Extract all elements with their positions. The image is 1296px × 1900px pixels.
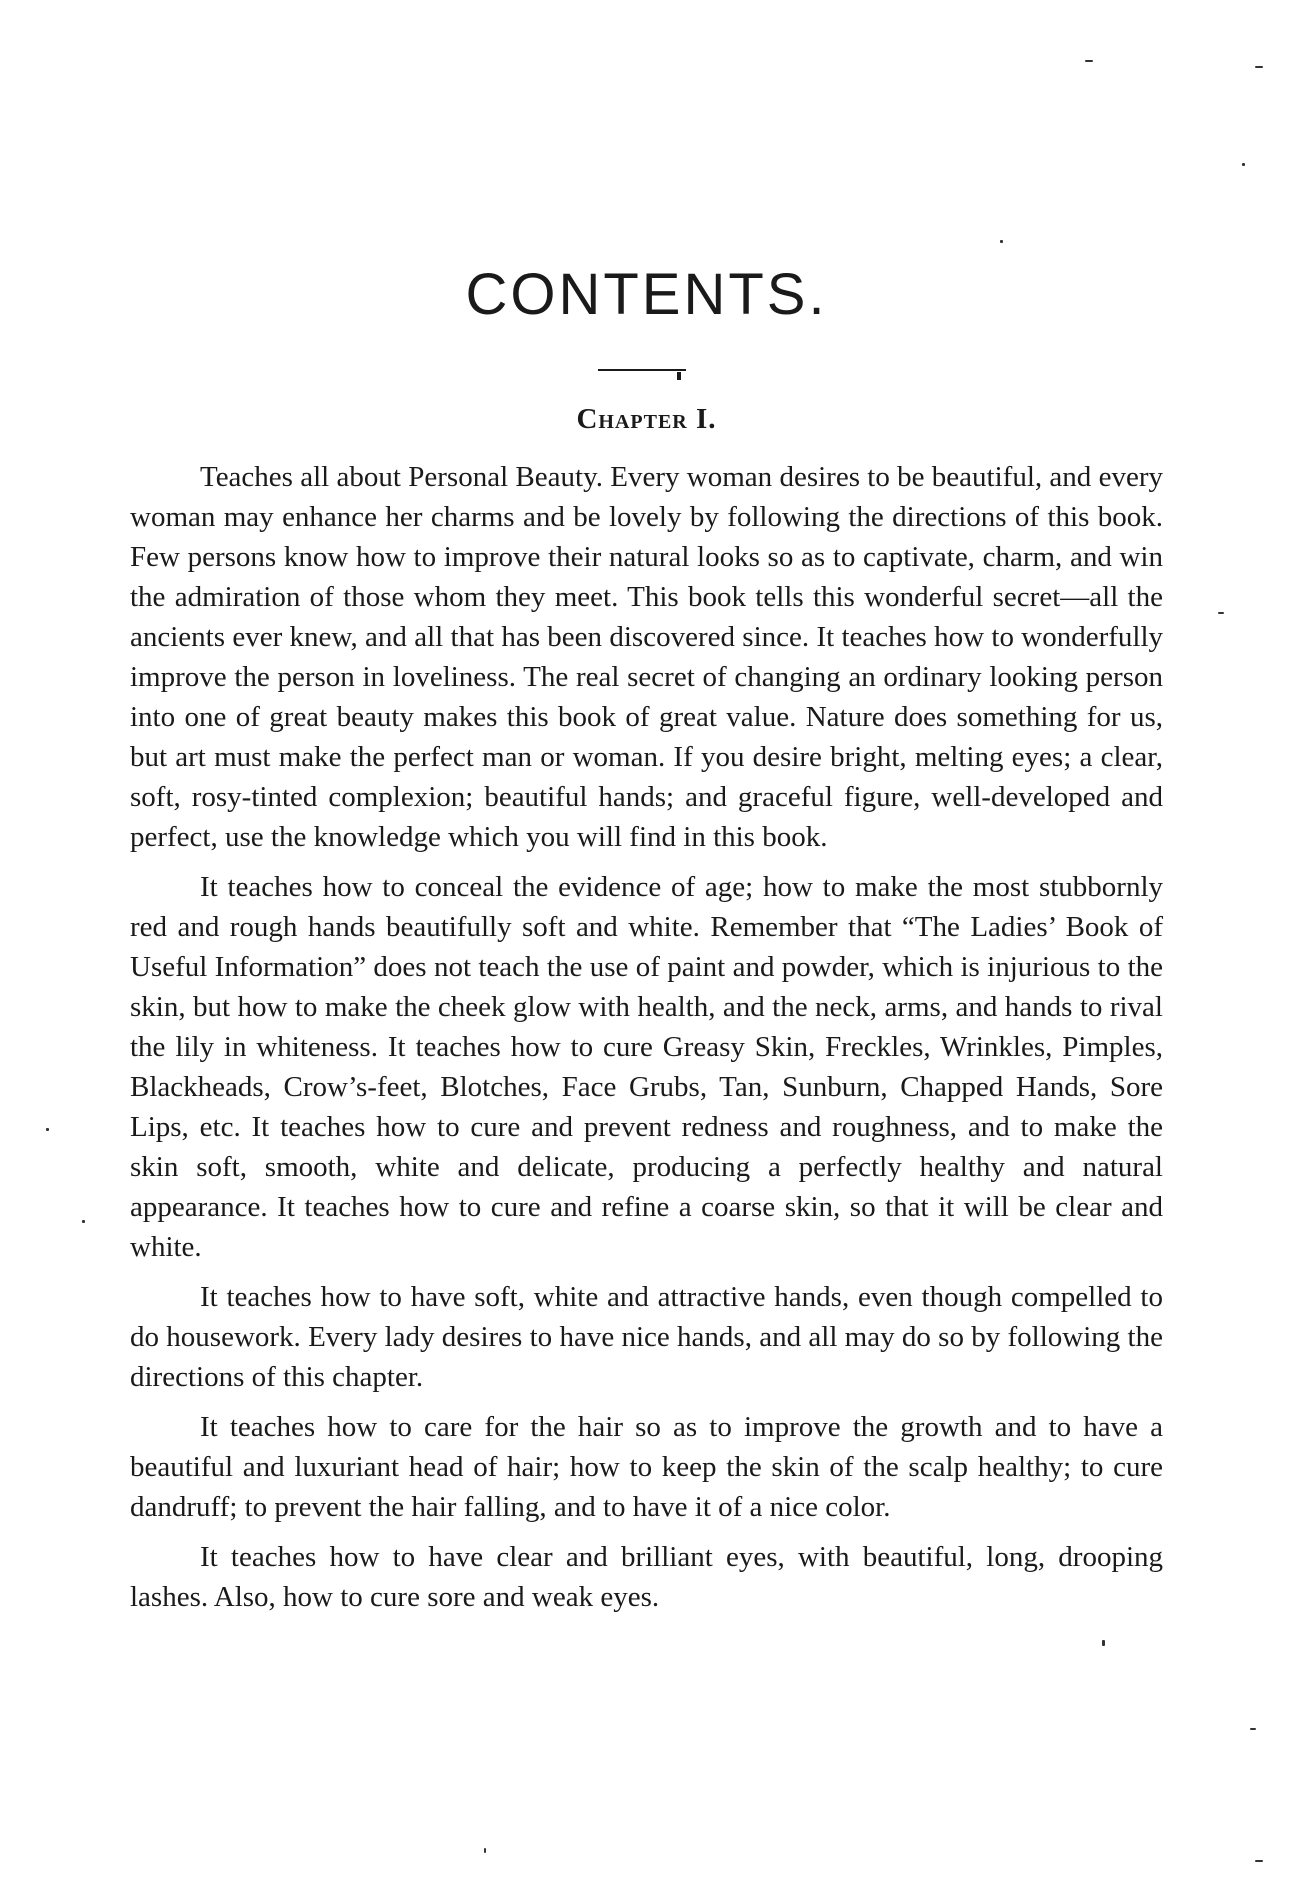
scan-speck: [1255, 1860, 1263, 1862]
scan-speck: [484, 1848, 486, 1853]
scan-speck: [1242, 163, 1245, 166]
page-title: CONTENTS.: [465, 262, 828, 327]
scan-speck: [1255, 66, 1263, 68]
paragraph-eyes: It teaches how to have clear and brilliant eyes, with beautiful, long, drooping lashes. Also, how to cure sore and weak eyes.: [130, 1541, 1163, 1613]
chapter-summary: [130, 457, 1163, 1617]
paragraph-age-and-skin: It teaches how to conceal the evidence of age; how to make the most stubbornly red and rough hands beautifully soft and white. Remember that “The Ladies’ Book of Useful Information” does not teach the use of paint and powder, which is injurious to the skin, but how to make the cheek glow with health, and the neck, arms, and hands to rival the lily in whiteness. It teaches how to cure Greasy Skin, Freckles, Wrinkles, Pimples, Blackheads, Crow’s-feet, Blotches, Face Grubs, Tan, Sunburn, Chapped Hands, Sore Lips, etc. It teaches how to cure and prevent redness and roughness, and to make the skin soft, smooth, white and delicate, producing a perfectly healthy and natural appearance. It teaches how to cure and refine a coarse skin, so that it will be clear and white.: [130, 871, 1163, 1263]
paragraph-hands: It teaches how to have soft, white and attractive hands, even though compelled to do housework. Every lady desires to have nice hands, and all may do so by following the directions of this chapter.: [130, 1281, 1163, 1393]
scan-speck: [1102, 1640, 1105, 1646]
paragraph-personal-beauty: Teaches all about Personal Beauty. Every woman desires to be beautiful, and every woman may enhance her charms and be lovely by following the directions of this book. Few persons know how to improve their natural looks so as to captivate, charm, and win the admiration of those whom they meet. This book tells this wonderful secret—all the ancients ever knew, and all that has been discovered since. It teaches how to wonderfully improve the person in loveliness. The real secret of changing an ordinary looking person into one of great beauty makes this book of great value. Nature does something for us, but art must make the perfect man or woman. If you desire bright, melting eyes; a clear, soft, rosy-tinted complexion; beautiful hands; and graceful figure, well-developed and perfect, use the knowledge which you will find in this book.: [130, 461, 1163, 853]
scan-speck: [1000, 240, 1003, 243]
rule-ornament-dot: [677, 372, 681, 380]
scan-speck: [1250, 1728, 1256, 1730]
scan-speck: [1218, 612, 1224, 614]
book-page: [130, 0, 1163, 1900]
scan-speck: [82, 1220, 85, 1223]
paragraph-hair: It teaches how to care for the hair so as to improve the growth and to have a beautiful and luxuriant head of hair; how to keep the skin of the scalp healthy; to cure dandruff; to prevent the hair falling, and to have it of a nice color.: [130, 1411, 1163, 1523]
ornamental-rule: [598, 369, 686, 371]
scan-speck: [46, 1128, 49, 1131]
chapter-heading: Chapter I.: [576, 403, 717, 435]
scan-speck: [1085, 60, 1093, 62]
